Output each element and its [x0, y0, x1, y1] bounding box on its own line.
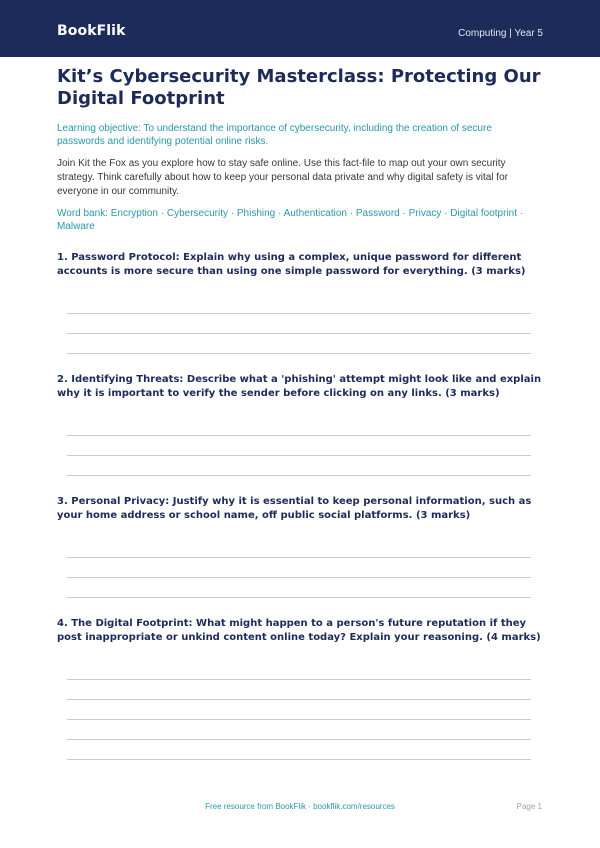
brand-logo: BookFlik [57, 23, 126, 39]
question-4-answer-line[interactable] [67, 739, 531, 740]
question-2: 2. Identifying Threats: Describe what a 'phishing' attempt might look like and explain why it is important to verify the sender before clicking on any links. (3 marks) [57, 374, 542, 399]
question-3-answer-line[interactable] [67, 597, 531, 598]
intro-paragraph: Join Kit the Fox as you explore how to stay safe online. Use this fact-file to map out your own security strategy. Think carefully about how to keep your personal data private and why digital safety is vital for everyone in our community. [57, 158, 508, 197]
page-title: Kit’s Cybersecurity Masterclass: Protecting Our Digital Footprint [57, 66, 541, 109]
question-1: 1. Password Protocol: Explain why using a complex, unique password for different accounts is more secure than using one simple password for everything. (3 marks) [57, 252, 526, 277]
question-4-answer-line[interactable] [67, 719, 531, 720]
question-3-answer-line[interactable] [67, 577, 531, 578]
question-4-answer-line[interactable] [67, 699, 531, 700]
learning-objective: Learning objective: To understand the importance of cybersecurity, including the creation of secure passwords and identifying potential online risks. [57, 123, 492, 147]
question-3-answer-line[interactable] [67, 557, 531, 558]
question-4-answer-line[interactable] [67, 759, 531, 760]
subject-year-label: Computing | Year 5 [458, 28, 543, 39]
header-bar [0, 0, 600, 57]
question-4: 4. The Digital Footprint: What might happen to a person's future reputation if they post inappropriate or unkind content online today? Explain your reasoning. (4 marks) [57, 618, 541, 643]
footer-credit: Free resource from BookFlik · bookflik.com/resources [205, 802, 395, 811]
question-3: 3. Personal Privacy: Justify why it is essential to keep personal information, such as your home address or school name, off public social platforms. (3 marks) [57, 496, 532, 521]
page-number: Page 1 [516, 802, 542, 811]
question-2-answer-line[interactable] [67, 435, 531, 436]
question-4-answer-line[interactable] [67, 679, 531, 680]
question-2-answer-line[interactable] [67, 455, 531, 456]
word-bank: Word bank: Encryption · Cybersecurity · Phishing · Authentication · Password · Privacy · Digital footprint · Malware [57, 208, 524, 232]
question-2-answer-line[interactable] [67, 475, 531, 476]
question-1-answer-line[interactable] [67, 333, 531, 334]
question-1-answer-line[interactable] [67, 313, 531, 314]
question-1-answer-line[interactable] [67, 353, 531, 354]
